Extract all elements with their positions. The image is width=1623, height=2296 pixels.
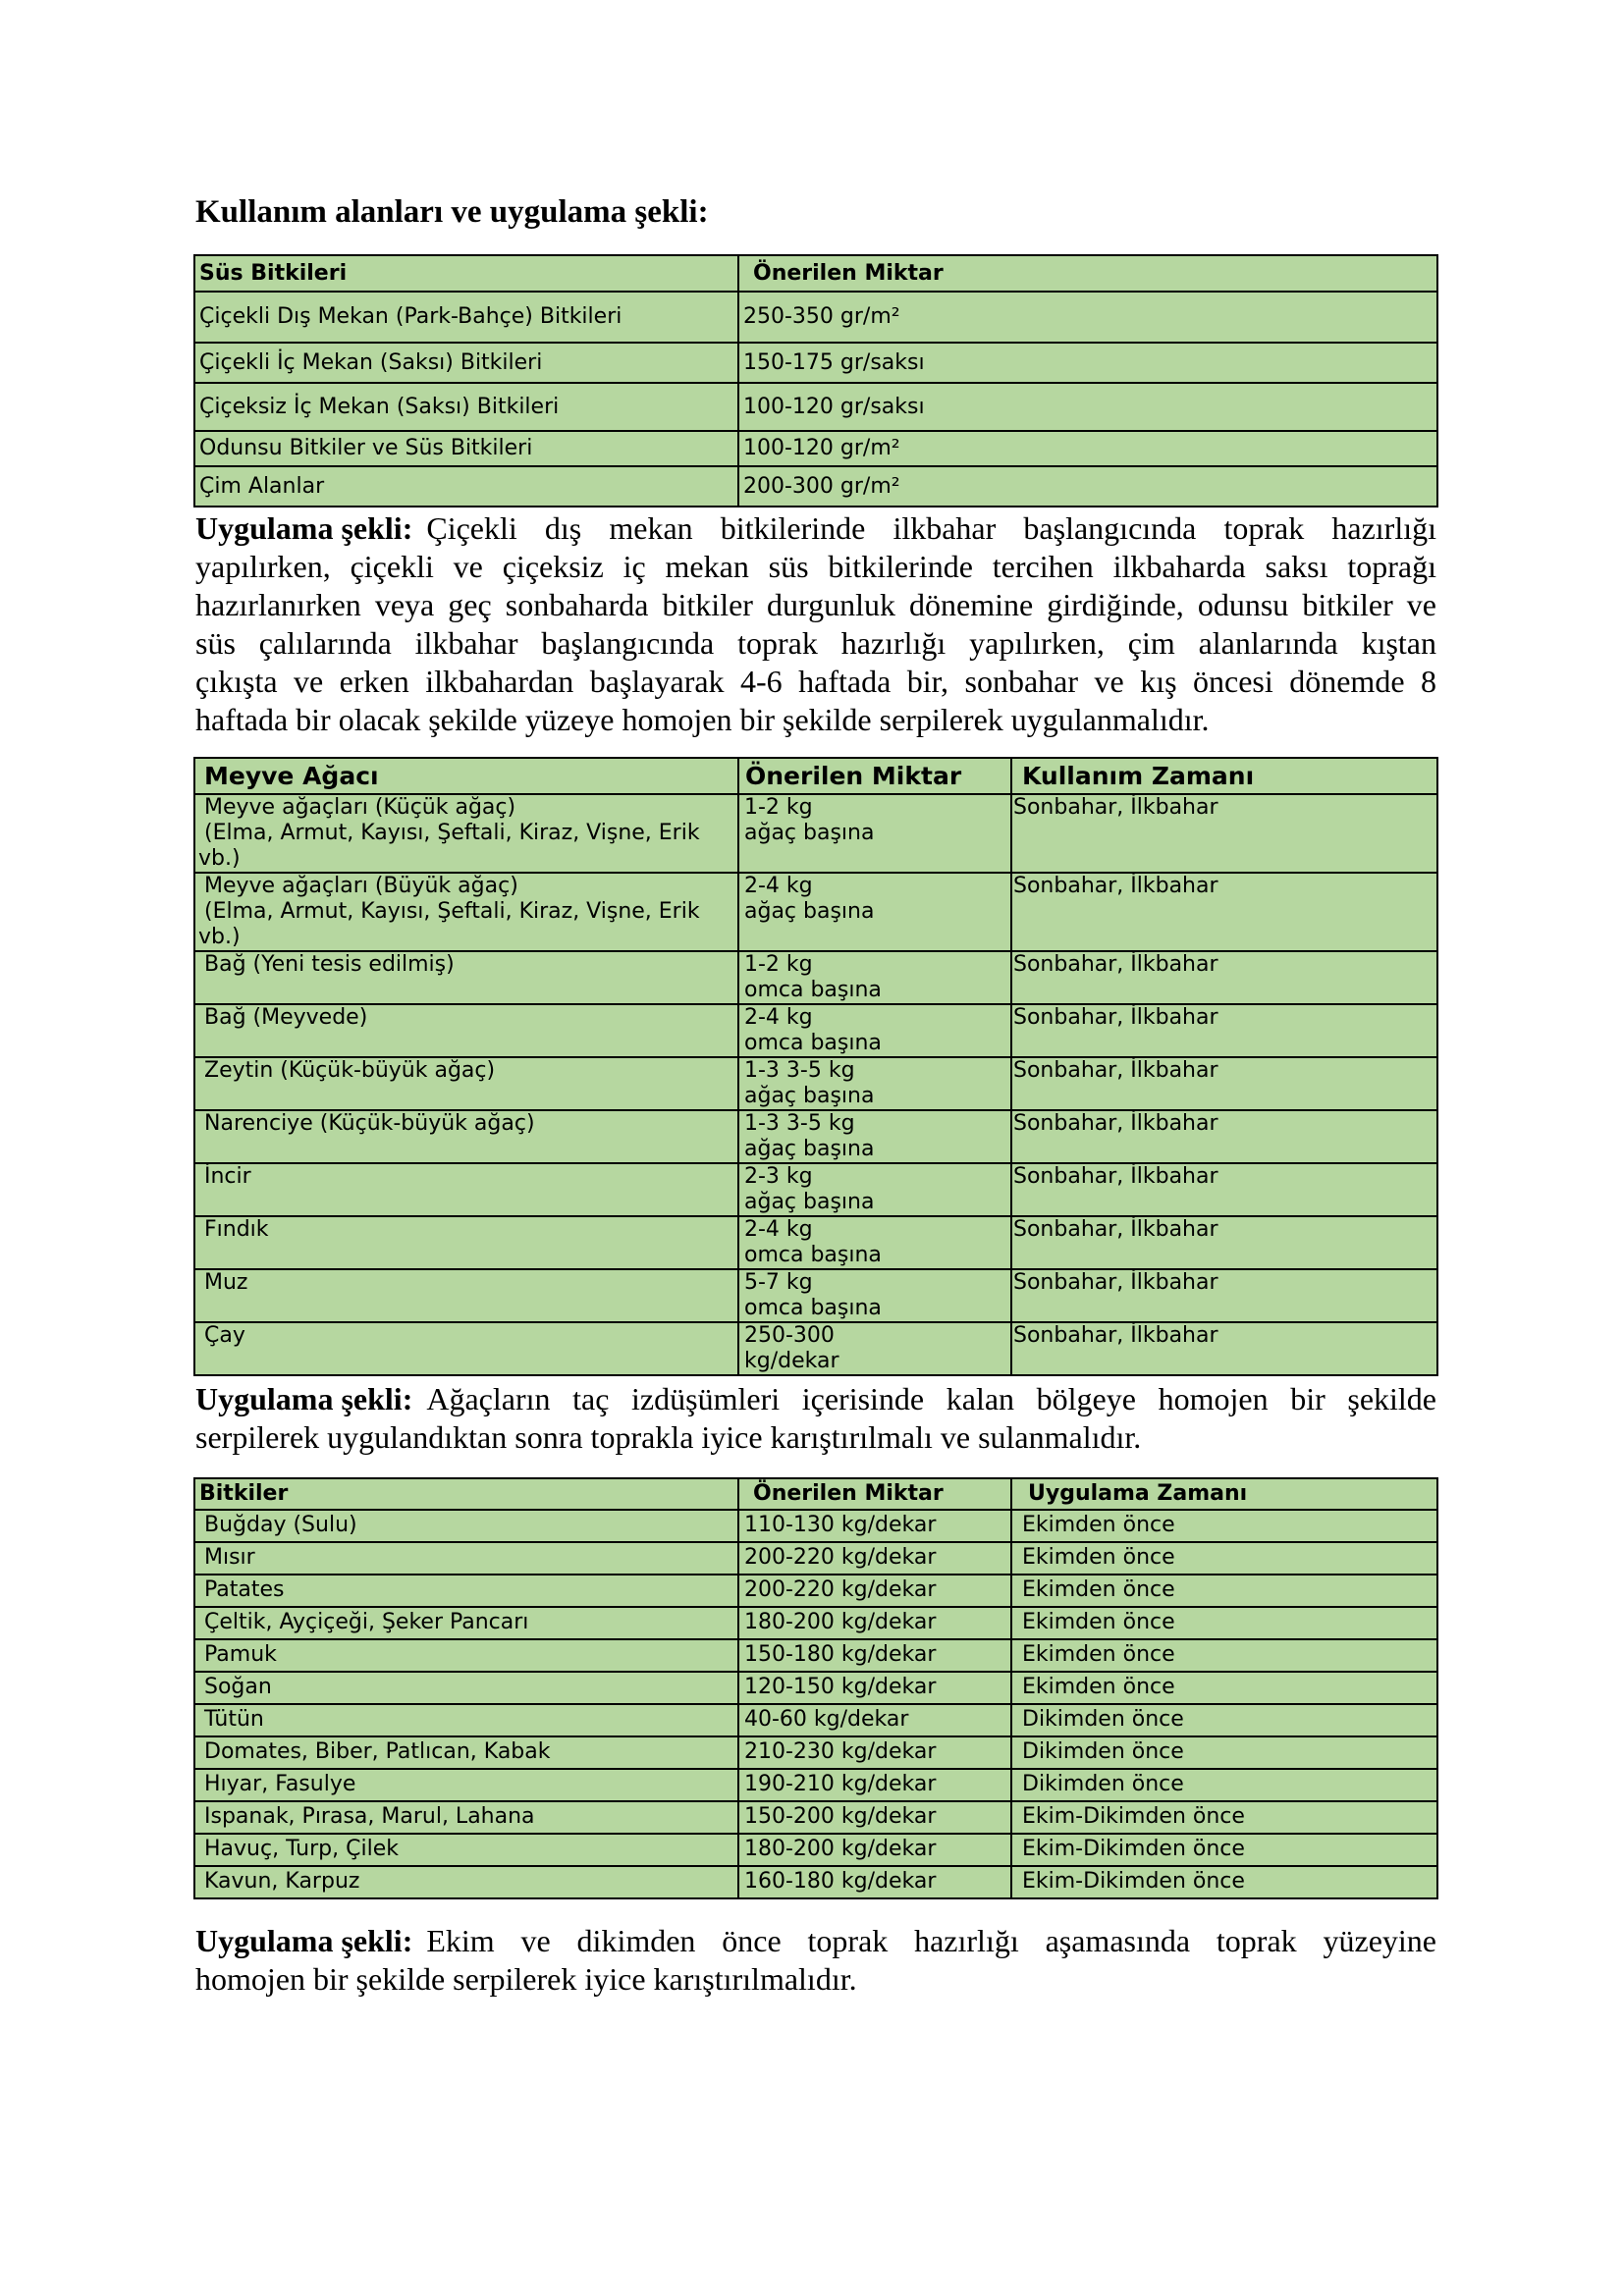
- table-row: [194, 1510, 1437, 1542]
- cell-line: ağaç başına: [744, 821, 875, 845]
- header-cell: Önerilen Miktar: [738, 1478, 1011, 1510]
- application-paragraph-1: [195, 509, 1436, 739]
- table-row: [194, 292, 1437, 343]
- paragraph-label: Uygulama şekli:: [195, 510, 413, 546]
- table-header-row: [194, 1478, 1437, 1510]
- amount-cell: 110-130 kg/dekar: [738, 1510, 1011, 1542]
- amount-cell: 200-300 gr/m²: [738, 466, 1437, 507]
- crop-cell: Buğday (Sulu): [194, 1510, 738, 1542]
- cell-line: 2-4 kg: [744, 1217, 813, 1242]
- amount-cell: [738, 1057, 1011, 1110]
- plant-cell: Çiçekli Dış Mekan (Park-Bahçe) Bitkileri: [194, 292, 738, 343]
- amount-cell: 180-200 kg/dekar: [738, 1834, 1011, 1866]
- time-cell: Sonbahar, İlkbahar: [1011, 1163, 1437, 1216]
- plant-cell: Çiçekli İç Mekan (Saksı) Bitkileri: [194, 343, 738, 383]
- time-cell: Ekimden önce: [1011, 1575, 1437, 1607]
- cell-line: Çay: [204, 1323, 245, 1348]
- ornamental-plants-table: [193, 254, 1438, 507]
- table-row: [194, 1110, 1437, 1163]
- paragraph-line: hazırlanırken veya geç sonbaharda bitkiler durgunluk dönemine girdiğinde, odunsu bitkiler ve: [195, 587, 1436, 622]
- amount-cell: 200-220 kg/dekar: [738, 1542, 1011, 1575]
- amount-cell: 150-200 kg/dekar: [738, 1801, 1011, 1834]
- table-header-row: [194, 255, 1437, 292]
- table-row: [194, 343, 1437, 383]
- amount-cell: 40-60 kg/dekar: [738, 1704, 1011, 1736]
- amount-cell: [738, 1163, 1011, 1216]
- amount-cell: [738, 951, 1011, 1004]
- table-row: [194, 1216, 1437, 1269]
- cell-line: 1-2 kg: [744, 952, 813, 977]
- tree-cell: [194, 951, 738, 1004]
- tree-cell: [194, 873, 738, 951]
- time-cell: Dikimden önce: [1011, 1769, 1437, 1801]
- tree-cell: [194, 1322, 738, 1375]
- field-crops-body: [194, 1510, 1437, 1898]
- header-cell: Uygulama Zamanı: [1011, 1478, 1437, 1510]
- amount-cell: 210-230 kg/dekar: [738, 1736, 1011, 1769]
- cell-line: ağaç başına: [744, 1190, 875, 1214]
- paragraph-text: Çiçekli dış mekan bitkilerinde ilkbahar başlangıcında toprak hazırlığı: [426, 510, 1436, 546]
- header-cell: Önerilen Miktar: [738, 758, 1011, 794]
- table-row: [194, 873, 1437, 951]
- header-cell: Süs Bitkileri: [194, 255, 738, 292]
- table-row: [194, 951, 1437, 1004]
- cell-line: omca başına: [744, 1296, 882, 1320]
- time-cell: Ekim-Dikimden önce: [1011, 1801, 1437, 1834]
- section-heading: Kullanım alanları ve uygulama şekli:: [195, 194, 709, 230]
- fruit-trees-table: [193, 757, 1438, 1376]
- cell-line: ağaç başına: [744, 1084, 875, 1108]
- amount-cell: 180-200 kg/dekar: [738, 1607, 1011, 1639]
- cell-line: (Elma, Armut, Kayısı, Şeftali, Kiraz, Vişne, Erik: [204, 821, 700, 845]
- time-cell: Sonbahar, İlkbahar: [1011, 1269, 1437, 1322]
- amount-cell: 100-120 gr/m²: [738, 431, 1437, 466]
- cell-line: Muz: [204, 1270, 248, 1295]
- crop-cell: Domates, Biber, Patlıcan, Kabak: [194, 1736, 738, 1769]
- cell-line: 1-3 3-5 kg: [744, 1058, 855, 1083]
- time-cell: Dikimden önce: [1011, 1736, 1437, 1769]
- time-cell: Dikimden önce: [1011, 1704, 1437, 1736]
- table-row: [194, 794, 1437, 873]
- cell-line: (Elma, Armut, Kayısı, Şeftali, Kiraz, Vişne, Erik: [204, 899, 700, 924]
- tree-cell: [194, 1216, 738, 1269]
- cell-line: vb.): [198, 925, 241, 949]
- tree-cell: [194, 1269, 738, 1322]
- time-cell: Sonbahar, İlkbahar: [1011, 1004, 1437, 1057]
- cell-line: 250-300: [744, 1323, 835, 1348]
- time-cell: Ekimden önce: [1011, 1542, 1437, 1575]
- table-row: [194, 1672, 1437, 1704]
- plant-cell: Çim Alanlar: [194, 466, 738, 507]
- crop-cell: Kavun, Karpuz: [194, 1866, 738, 1898]
- paragraph-line: yapılırken, çiçekli ve çiçeksiz iç mekan süs bitkilerinde tercihen ilkbaharda saksı toprağı: [195, 549, 1436, 584]
- amount-cell: 150-175 gr/saksı: [738, 343, 1437, 383]
- paragraph-text: Ağaçların taç izdüşümleri içerisinde kalan bölgeye homojen bir şekilde: [426, 1381, 1436, 1416]
- amount-cell: 160-180 kg/dekar: [738, 1866, 1011, 1898]
- table-row: [194, 1639, 1437, 1672]
- cell-line: Zeytin (Küçük-büyük ağaç): [204, 1058, 496, 1083]
- amount-cell: 150-180 kg/dekar: [738, 1639, 1011, 1672]
- cell-line: İncir: [204, 1164, 251, 1189]
- cell-line: omca başına: [744, 1243, 882, 1267]
- application-paragraph-3: [195, 1922, 1436, 1999]
- amount-cell: [738, 1216, 1011, 1269]
- paragraph-label: Uygulama şekli:: [195, 1923, 413, 1958]
- table-row: [194, 1575, 1437, 1607]
- crop-cell: Soğan: [194, 1672, 738, 1704]
- crop-cell: Ispanak, Pırasa, Marul, Lahana: [194, 1801, 738, 1834]
- amount-cell: [738, 1110, 1011, 1163]
- table-row: [194, 1163, 1437, 1216]
- cell-line: kg/dekar: [744, 1349, 839, 1373]
- application-paragraph-2: [195, 1380, 1436, 1457]
- time-cell: Ekim-Dikimden önce: [1011, 1834, 1437, 1866]
- time-cell: Sonbahar, İlkbahar: [1011, 794, 1437, 873]
- paragraph-line: serpilerek uygulandıktan sonra toprakla iyice karıştırılmalı ve sulanmalıdır.: [195, 1419, 1142, 1455]
- cell-line: ağaç başına: [744, 1137, 875, 1161]
- crop-cell: Mısır: [194, 1542, 738, 1575]
- table-row: [194, 1834, 1437, 1866]
- time-cell: Ekimden önce: [1011, 1607, 1437, 1639]
- paragraph-line: homojen bir şekilde serpilerek iyice karıştırılmalıdır.: [195, 1961, 857, 1997]
- cell-line: omca başına: [744, 978, 882, 1002]
- header-cell: Kullanım Zamanı: [1011, 758, 1437, 794]
- amount-cell: [738, 1269, 1011, 1322]
- amount-cell: 250-350 gr/m²: [738, 292, 1437, 343]
- time-cell: Ekimden önce: [1011, 1639, 1437, 1672]
- amount-cell: [738, 873, 1011, 951]
- table-row: [194, 1269, 1437, 1322]
- cell-line: 2-3 kg: [744, 1164, 813, 1189]
- paragraph-label: Uygulama şekli:: [195, 1381, 413, 1416]
- amount-cell: [738, 794, 1011, 873]
- cell-line: omca başına: [744, 1031, 882, 1055]
- plant-cell: Odunsu Bitkiler ve Süs Bitkileri: [194, 431, 738, 466]
- cell-line: 1-3 3-5 kg: [744, 1111, 855, 1136]
- cell-line: Fındık: [204, 1217, 269, 1242]
- plant-cell: Çiçeksiz İç Mekan (Saksı) Bitkileri: [194, 383, 738, 431]
- crop-cell: Çeltik, Ayçiçeği, Şeker Pancarı: [194, 1607, 738, 1639]
- table-row: [194, 383, 1437, 431]
- tree-cell: [194, 1057, 738, 1110]
- cell-line: Narenciye (Küçük-büyük ağaç): [204, 1111, 535, 1136]
- table-row: [194, 466, 1437, 507]
- time-cell: Sonbahar, İlkbahar: [1011, 873, 1437, 951]
- cell-line: ağaç başına: [744, 899, 875, 924]
- cell-line: 2-4 kg: [744, 874, 813, 898]
- crop-cell: Pamuk: [194, 1639, 738, 1672]
- paragraph-line: [195, 1922, 1436, 1960]
- time-cell: Sonbahar, İlkbahar: [1011, 1110, 1437, 1163]
- crop-cell: Patates: [194, 1575, 738, 1607]
- table-row: [194, 431, 1437, 466]
- time-cell: Sonbahar, İlkbahar: [1011, 951, 1437, 1004]
- amount-cell: 200-220 kg/dekar: [738, 1575, 1011, 1607]
- paragraph-line: [195, 1380, 1436, 1418]
- table-row: [194, 1057, 1437, 1110]
- table-row: [194, 1542, 1437, 1575]
- amount-cell: 100-120 gr/saksı: [738, 383, 1437, 431]
- cell-line: Meyve ağaçları (Büyük ağaç): [204, 874, 518, 898]
- crop-cell: Tütün: [194, 1704, 738, 1736]
- tree-cell: [194, 1110, 738, 1163]
- time-cell: Ekimden önce: [1011, 1672, 1437, 1704]
- amount-cell: [738, 1004, 1011, 1057]
- cell-line: vb.): [198, 846, 241, 871]
- tree-cell: [194, 1163, 738, 1216]
- crop-cell: Havuç, Turp, Çilek: [194, 1834, 738, 1866]
- cell-line: 5-7 kg: [744, 1270, 813, 1295]
- amount-cell: [738, 1322, 1011, 1375]
- paragraph-line: [195, 509, 1436, 548]
- paragraph-line: haftada bir olacak şekilde yüzeye homojen bir şekilde serpilerek uygulanmalıdır.: [195, 702, 1210, 737]
- cell-line: 2-4 kg: [744, 1005, 813, 1030]
- table-row: [194, 1736, 1437, 1769]
- cell-line: Bağ (Meyvede): [204, 1005, 368, 1030]
- table-row: [194, 1607, 1437, 1639]
- table-row: [194, 1704, 1437, 1736]
- amount-cell: 190-210 kg/dekar: [738, 1769, 1011, 1801]
- field-crops-table: [193, 1477, 1438, 1899]
- table-row: [194, 1769, 1437, 1801]
- time-cell: Sonbahar, İlkbahar: [1011, 1216, 1437, 1269]
- crop-cell: Hıyar, Fasulye: [194, 1769, 738, 1801]
- table-row: [194, 1004, 1437, 1057]
- table-row: [194, 1866, 1437, 1898]
- time-cell: Sonbahar, İlkbahar: [1011, 1322, 1437, 1375]
- tree-cell: [194, 1004, 738, 1057]
- header-cell: Meyve Ağacı: [194, 758, 738, 794]
- cell-line: Bağ (Yeni tesis edilmiş): [204, 952, 455, 977]
- header-cell: Önerilen Miktar: [738, 255, 1437, 292]
- cell-line: Meyve ağaçları (Küçük ağaç): [204, 795, 516, 820]
- fruit-trees-body: [194, 794, 1437, 1375]
- paragraph-line: çıkışta ve erken ilkbahardan başlayarak 4-6 haftada bir, sonbahar ve kış öncesi dönemde 8: [195, 664, 1436, 699]
- table-header-row: [194, 758, 1437, 794]
- table-row: [194, 1322, 1437, 1375]
- time-cell: Ekim-Dikimden önce: [1011, 1866, 1437, 1898]
- header-cell: Bitkiler: [194, 1478, 738, 1510]
- paragraph-text: Ekim ve dikimden önce toprak hazırlığı aşamasında toprak yüzeyine: [426, 1923, 1436, 1958]
- cell-line: 1-2 kg: [744, 795, 813, 820]
- time-cell: Sonbahar, İlkbahar: [1011, 1057, 1437, 1110]
- table-row: [194, 1801, 1437, 1834]
- amount-cell: 120-150 kg/dekar: [738, 1672, 1011, 1704]
- tree-cell: [194, 794, 738, 873]
- time-cell: Ekimden önce: [1011, 1510, 1437, 1542]
- paragraph-line: süs çalılarında ilkbahar başlangıcında toprak hazırlığı yapılırken, çim alanlarında kıştan: [195, 625, 1436, 661]
